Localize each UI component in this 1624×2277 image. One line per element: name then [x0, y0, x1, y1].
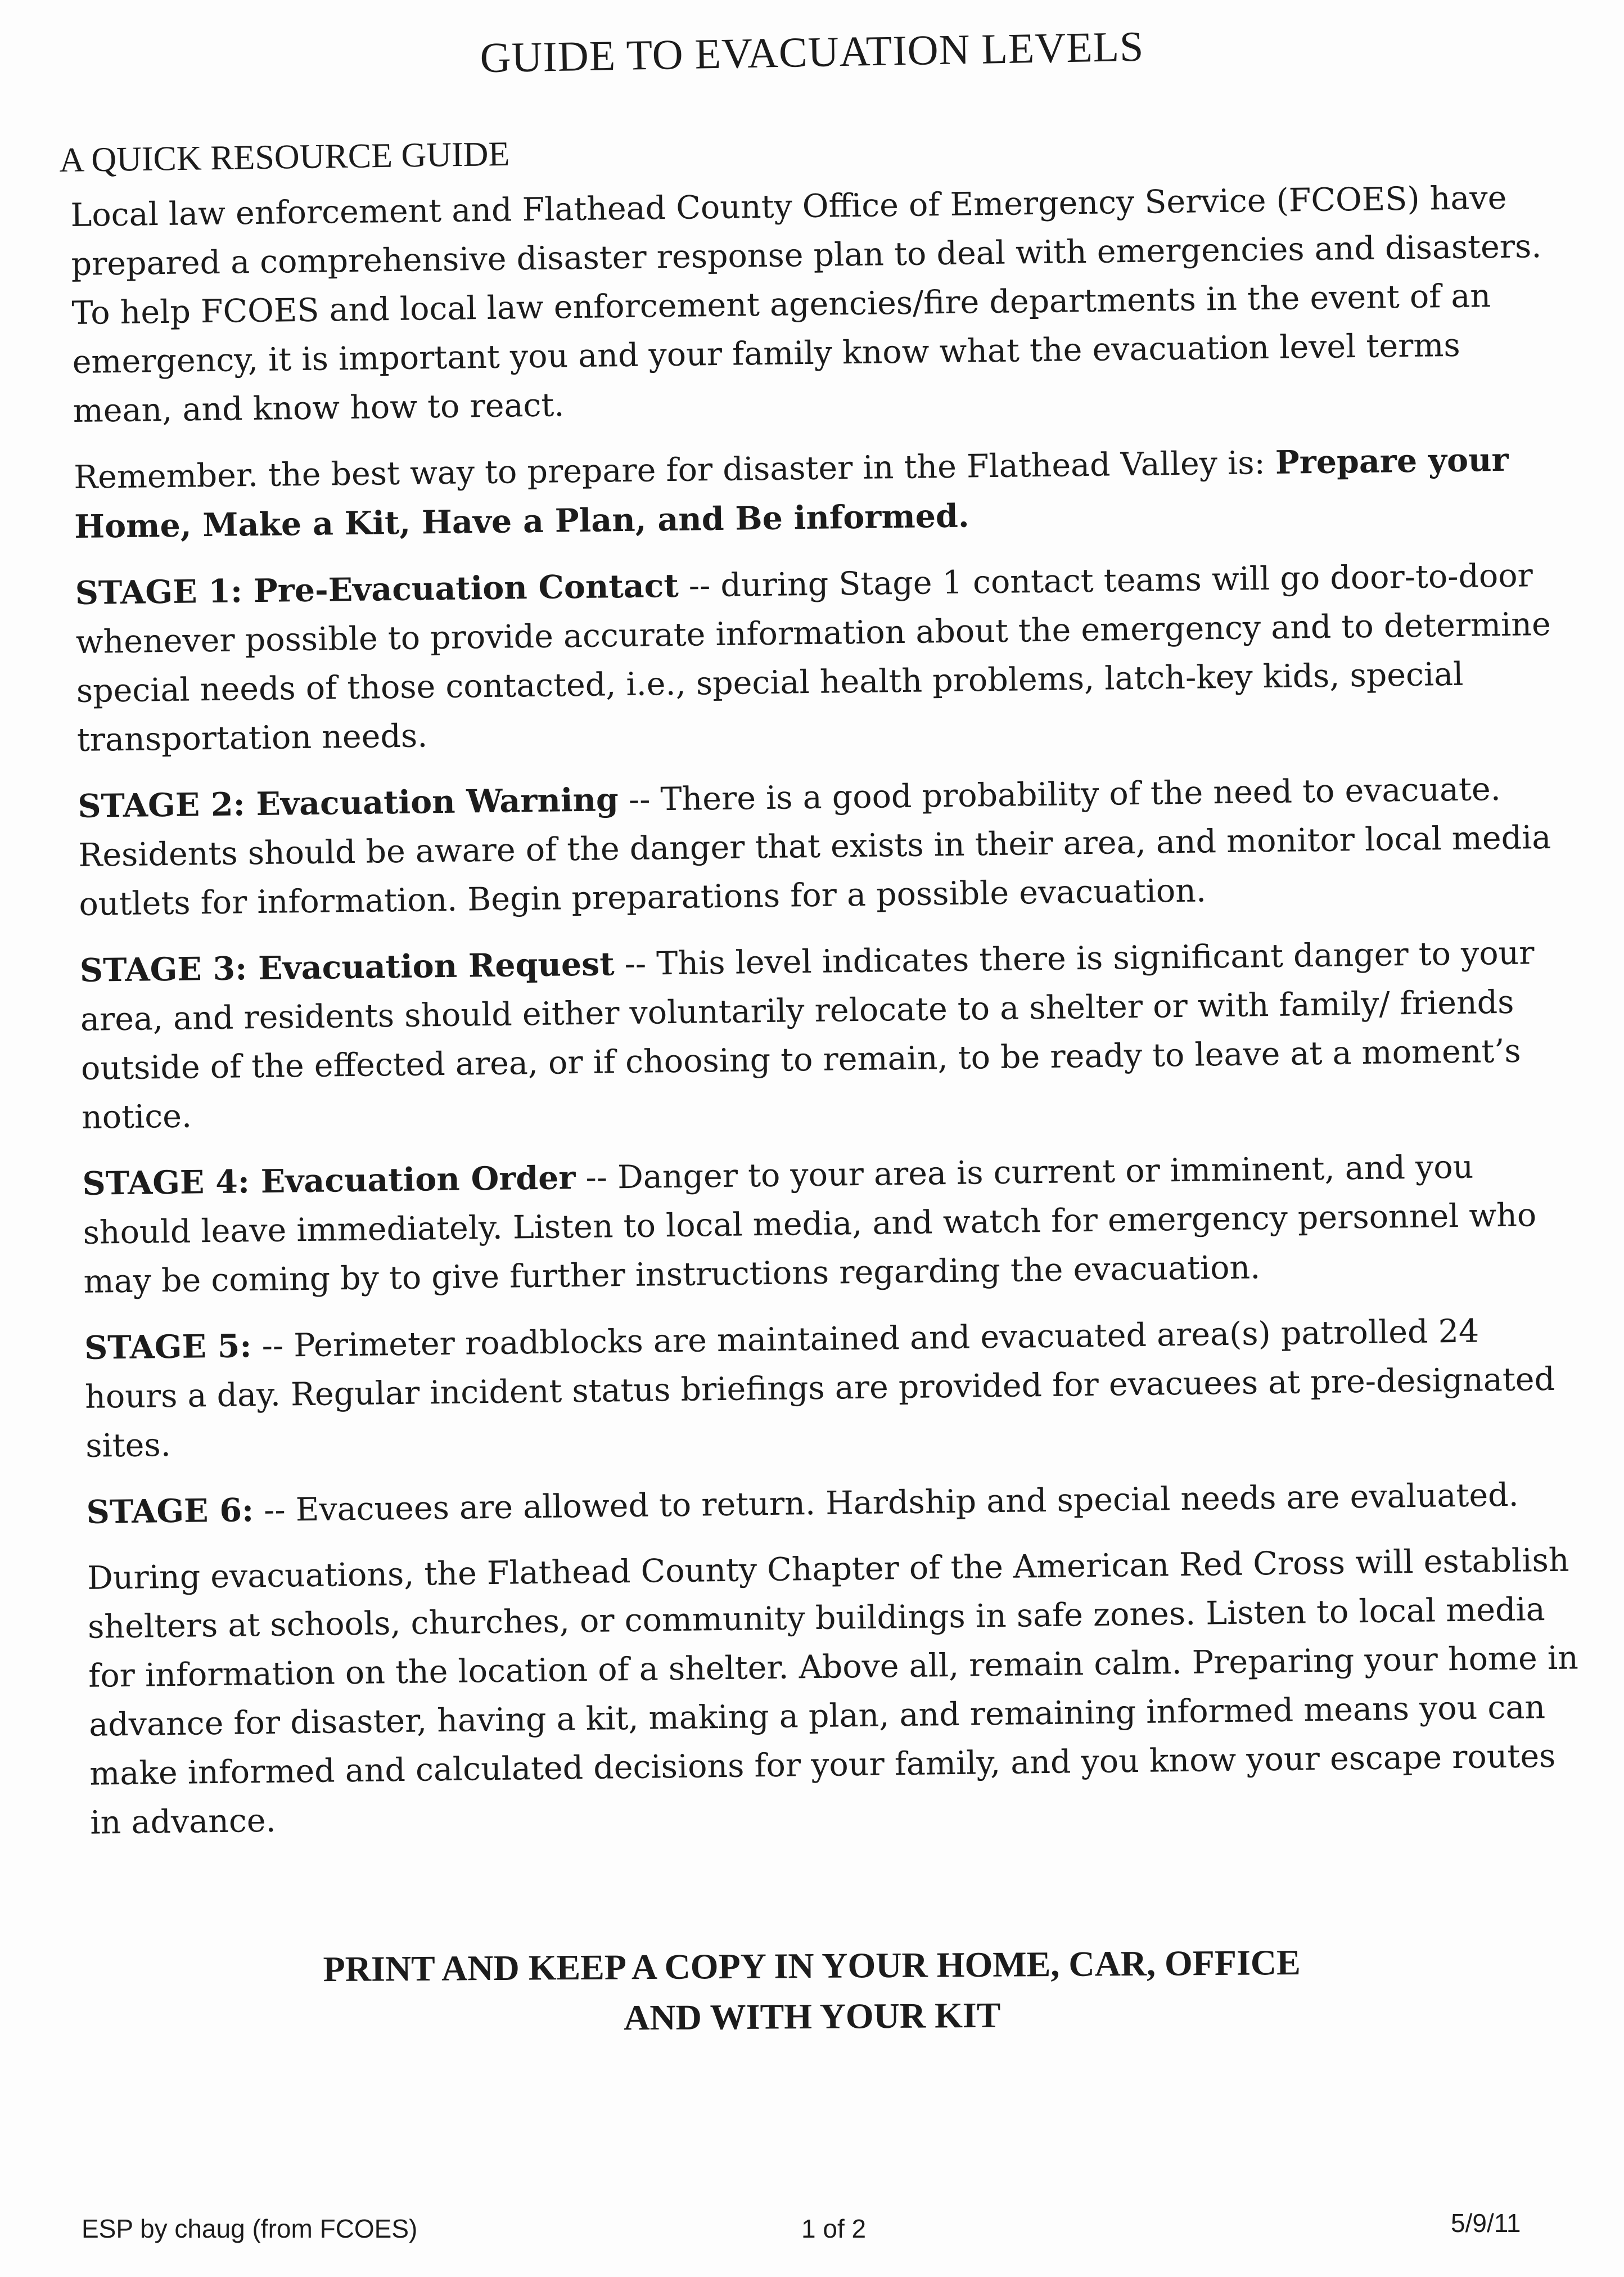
remember-emphasis: Prepare your Home, Make a Kit, Have a Plan, and Be informed. — [74, 440, 1509, 546]
stage-2-heading: STAGE 2: Evacuation Warning — [77, 781, 619, 825]
stage-6-heading: STAGE 6: — [86, 1491, 254, 1531]
stage-4-heading: STAGE 4: Evacuation Order — [82, 1159, 576, 1203]
stage-1-heading: STAGE 1: Pre-Evacuation Contact — [75, 566, 679, 612]
stage-4-paragraph — [82, 1141, 1580, 1306]
stage-6-paragraph — [86, 1469, 1582, 1537]
stage-1-paragraph — [75, 550, 1573, 764]
document-subtitle: A QUICK RESOURCE GUIDE — [59, 134, 510, 179]
stage-5-text: -- Perimeter roadblocks are maintained and evacuated area(s) patrolled 24 hours a day. Regular incident status briefings are provided for evacuees at pre-designated sites. — [84, 1312, 1555, 1465]
document-title: GUIDE TO EVACUATION LEVELS — [479, 22, 1144, 82]
stage-6-text: -- Evacuees are allowed to return. Hardship and special needs are evaluated. — [253, 1476, 1519, 1529]
closing-notice — [0, 1935, 1624, 2048]
during-paragraph: During evacuations, the Flathead County Chapter of the American Red Cross will establish shelters at schools, churches, or community buildings in safe zones. Listen to local media for information on the location of a shelter. Above all, remain calm. Preparing your home in advance for disaster, having a kit, making a plan, and remaining informed means you can make informed and calculated decisions for your family, and you know your escape routes in advance. — [87, 1541, 1579, 1842]
stage-2-paragraph — [78, 763, 1575, 929]
stage-1-text: -- during Stage 1 contact teams will go door-to-door whenever possible to provide accurate information about the emergency and to determine special needs of those contacted, i.e., special health problems, latch-key kids, special transportation needs. — [75, 557, 1551, 759]
stage-3-paragraph — [79, 928, 1577, 1142]
footer-page-number: 1 of 2 — [801, 2214, 867, 2243]
stage-3-heading: STAGE 3: Evacuation Request — [79, 945, 615, 989]
stage-4-text: -- Danger to your area is current or imminent, and you should leave immediately. Listen to local media, and watch for emergency personnel who may be coming by to give further instructions regarding the evacuation. — [83, 1148, 1537, 1300]
intro-paragraph: Local law enforcement and Flathead County Office of Emergency Service (FCOES) have prepared a comprehensive disaster response plan to deal with emergencies and disasters. To help FCOES and local law enforcement agencies/fire departments in the event of an emergency, it is important you and your family know what the evacuation level terms mean, and know how to react. — [70, 179, 1542, 430]
footer-author: ESP by chaug (from FCOES) — [82, 2214, 418, 2243]
stage-3-text: -- This level indicates there is significant danger to your area, and residents should either voluntarily relocate to a shelter or with family/ friends outside of the effected area, or if choosing to remain, to be ready to leave at a moment’s notice. — [80, 934, 1535, 1136]
remember-paragraph — [74, 434, 1571, 551]
stage-5-heading: STAGE 5: — [84, 1327, 252, 1367]
closing-line-2: AND WITH YOUR KIT — [623, 1995, 1001, 2038]
remember-text: Remember. the best way to prepare for disaster in the Flathead Valley is: — [73, 444, 1276, 496]
stage-2-text: -- There is a good probability of the need to evacuate. Residents should be aware of the danger that exists in their area, and monitor local media outlets for information. Begin preparations for a possible evacuation. — [78, 771, 1551, 923]
footer-date: 5/9/11 — [1451, 2208, 1521, 2238]
closing-line-1: PRINT AND KEEP A COPY IN YOUR HOME, CAR, OFFICE — [323, 1942, 1301, 1990]
stage-5-paragraph — [84, 1305, 1582, 1470]
document-body — [70, 173, 1586, 1865]
